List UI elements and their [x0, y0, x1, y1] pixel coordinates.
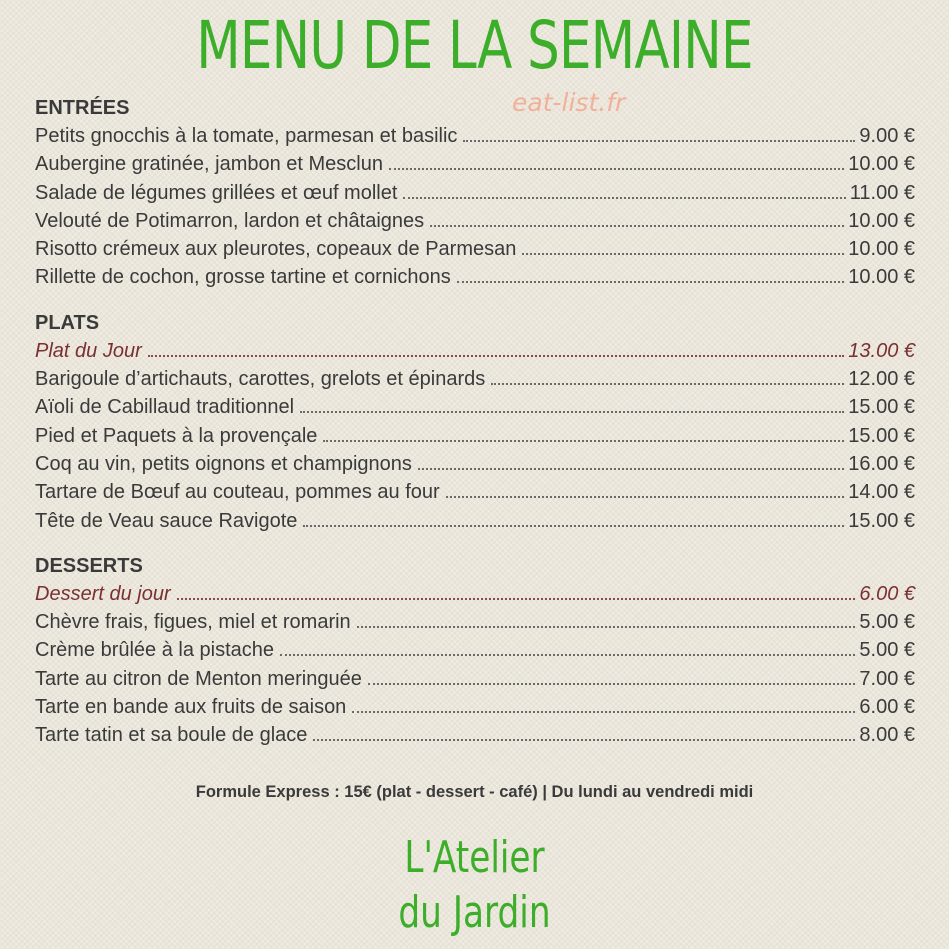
menu-item: [35, 365, 915, 393]
item-name: Rillette de cochon, grosse tartine et cornichons: [35, 266, 451, 289]
item-price: 13.00 €: [848, 339, 915, 362]
menu-section: [35, 310, 915, 535]
item-price: 15.00 €: [848, 509, 915, 532]
item-price: 14.00 €: [848, 481, 915, 504]
dot-leader: [430, 225, 844, 227]
item-name: Velouté de Potimarron, lardon et châtaignes: [35, 209, 425, 232]
item-name: Petits gnocchis à la tomate, parmesan et basilic: [35, 125, 458, 147]
item-price: 6.00 €: [859, 582, 915, 605]
dot-leader: [389, 168, 844, 170]
section-heading: PLATS: [35, 311, 100, 334]
item-name: Pied et Paquets à la provençale: [35, 424, 318, 447]
dot-leader: [491, 383, 844, 385]
dot-leader: [446, 496, 845, 498]
item-name: Aubergine gratinée, jambon et Mesclun: [35, 153, 383, 176]
item-price: 5.00 €: [859, 611, 915, 634]
menu-item: [35, 450, 915, 478]
item-price: 5.00 €: [859, 639, 915, 662]
item-price: 7.00 €: [859, 667, 915, 690]
menu-item: [35, 608, 915, 636]
menu-item: [35, 422, 915, 450]
dot-leader: [177, 598, 856, 600]
item-price: 8.00 €: [859, 724, 915, 747]
item-name: Plat du Jour: [35, 339, 142, 362]
menu-item: [35, 693, 915, 721]
menu-item: [35, 122, 915, 150]
item-name: Coq au vin, petits oignons et champignons: [35, 452, 412, 475]
menu-item: [35, 235, 915, 263]
item-name: Tarte tatin et sa boule de glace: [35, 724, 308, 747]
item-price: 11.00 €: [849, 181, 915, 204]
dot-leader: [368, 683, 856, 685]
item-price: 9.00 €: [859, 125, 915, 147]
item-price: 16.00 €: [848, 452, 915, 475]
menu-item: [35, 263, 915, 291]
section-heading: ENTRÉES: [35, 97, 130, 119]
menu-item: [35, 721, 915, 749]
dot-leader: [323, 440, 844, 442]
item-name: Chèvre frais, figues, miel et romarin: [35, 611, 351, 634]
item-price: 10.00 €: [848, 238, 915, 261]
item-name: Dessert du jour: [35, 582, 171, 605]
dot-leader: [148, 355, 845, 357]
menu-item: [35, 580, 915, 608]
menu-item: [35, 636, 915, 664]
item-name: Aïoli de Cabillaud traditionnel: [35, 396, 295, 419]
menu-item: [35, 393, 915, 421]
item-price: 6.00 €: [859, 696, 915, 719]
menu-item: [35, 478, 915, 506]
item-price: 15.00 €: [848, 424, 915, 447]
item-price: 15.00 €: [848, 396, 915, 419]
item-price: 10.00 €: [848, 153, 915, 176]
item-name: Tête de Veau sauce Ravigote: [35, 509, 298, 532]
item-name: Tarte en bande aux fruits de saison: [35, 696, 347, 719]
menu-list: [35, 95, 915, 750]
item-name: Risotto crémeux aux pleurotes, copeaux de Parmesan: [35, 238, 517, 261]
dot-leader: [357, 626, 856, 628]
section-heading: DESSERTS: [35, 554, 143, 577]
item-name: Crème brûlée à la pistache: [35, 639, 275, 662]
item-name: Salade de légumes grillées et œuf mollet: [35, 181, 398, 204]
item-name: Tartare de Bœuf au couteau, pommes au four: [35, 481, 440, 504]
dot-leader: [457, 281, 844, 283]
restaurant-name-line1: L'Atelier: [404, 832, 545, 883]
watermark: eat-list.fr: [512, 88, 626, 117]
item-price: 12.00 €: [848, 368, 915, 391]
dot-leader: [300, 411, 844, 413]
menu-item: [35, 150, 915, 178]
restaurant-name-line2: du Jardin: [398, 887, 551, 938]
formula-express: Formule Express : 15€ (plat - dessert - café) | Du lundi au vendredi midi: [195, 783, 754, 801]
dot-leader: [418, 468, 844, 470]
menu-item: [35, 507, 915, 535]
menu-item: [35, 179, 915, 207]
dot-leader: [403, 197, 845, 199]
menu-section: [35, 95, 915, 292]
item-price: 10.00 €: [848, 266, 915, 289]
item-name: Tarte au citron de Menton meringuée: [35, 667, 362, 690]
dot-leader: [352, 711, 855, 713]
dot-leader: [463, 140, 855, 142]
menu-item: [35, 337, 915, 365]
item-price: 10.00 €: [848, 209, 915, 232]
menu-title: MENU DE LA SEMAINE: [196, 7, 753, 84]
dot-leader: [303, 525, 844, 527]
item-name: Barigoule d’artichauts, carottes, grelots et épinards: [35, 368, 486, 391]
dot-leader: [313, 739, 855, 741]
dot-leader: [522, 253, 844, 255]
menu-section: [35, 553, 915, 750]
menu-item: [35, 207, 915, 235]
menu-item: [35, 665, 915, 693]
dot-leader: [280, 654, 855, 656]
